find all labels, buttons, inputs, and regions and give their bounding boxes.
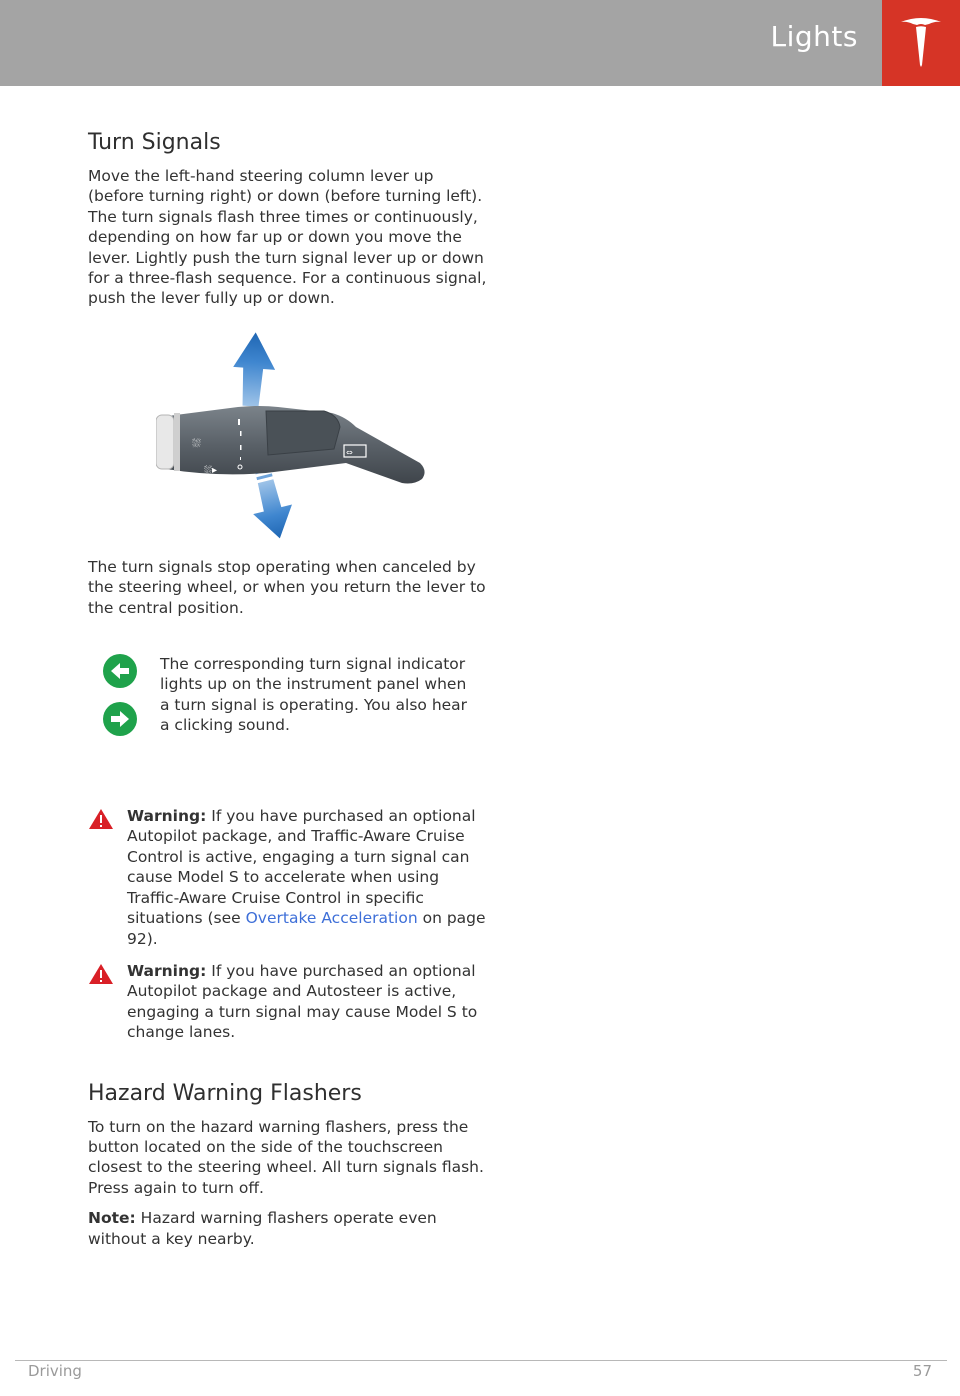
svg-text:⛆▸: ⛆▸	[204, 464, 218, 476]
warning-triangle-icon	[88, 963, 114, 985]
hazard-heading: Hazard Warning Flashers	[88, 1080, 362, 1106]
warning-autosteer-lane-change	[88, 961, 488, 1043]
page-number: 57	[912, 1362, 932, 1380]
warning-text: Warning: If you have purchased an optional Autopilot package and Autosteer is active, engaging a turn signal may cause Model S to change lanes.	[127, 961, 478, 1042]
main-content	[88, 128, 488, 1249]
warning-label: Warning:	[127, 807, 207, 826]
note-label: Note:	[88, 1209, 136, 1228]
turn-signals-heading: Turn Signals	[88, 130, 221, 155]
footer-divider	[15, 1360, 947, 1361]
turn-signal-lever-illustration	[156, 327, 436, 543]
turn-signals-body: Move the left-hand steering column lever up (before turning right) or down (before turning left). The turn signals flash three times or continuously, depending on how far up or down you move the lever. Lightly push the turn signal lever up or down for a three-flash sequence. For a continuous signal, push the lever fully up or down.	[88, 167, 487, 308]
warning-text: Warning: If you have purchased an optional Autopilot package, and Traffic-Aware Cruise Control is active, engaging a turn signal can cause Model S to accelerate when using Traffic-Aware Cruise Control in specific situations (see Overtake Acceleration on page 92).	[127, 807, 486, 948]
warning-autopilot-acceleration	[88, 806, 488, 949]
arrow-right-icon	[103, 702, 137, 736]
svg-text:⛆: ⛆	[192, 436, 201, 450]
hazard-body: To turn on the hazard warning flashers, press the button located on the side of the touchscreen closest to the steering wheel. All turn signals flash. Press again to turn off.	[88, 1117, 484, 1197]
svg-text:⇔: ⇔	[346, 447, 353, 457]
indicator-info	[88, 642, 488, 772]
footer-section: Driving	[28, 1362, 82, 1380]
hazard-note: Note: Hazard warning flashers operate even without a key nearby.	[88, 1209, 437, 1248]
indicator-description: The corresponding turn signal indicator lights up on the instrument panel when a turn signal is operating. You also hear a clicking sound.	[160, 655, 468, 735]
section-title: Lights	[770, 20, 858, 53]
page-header	[0, 0, 960, 86]
turn-signals-cancel-text: The turn signals stop operating when canceled by the steering wheel, or when you return the lever to the central position.	[88, 557, 486, 617]
tesla-logo-icon	[899, 15, 943, 69]
warning-label: Warning:	[127, 961, 207, 980]
arrow-left-icon	[103, 654, 137, 688]
brand-logo-box	[882, 0, 960, 86]
warning-triangle-icon	[88, 808, 114, 830]
overtake-acceleration-link[interactable]: Overtake Acceleration	[245, 909, 418, 928]
